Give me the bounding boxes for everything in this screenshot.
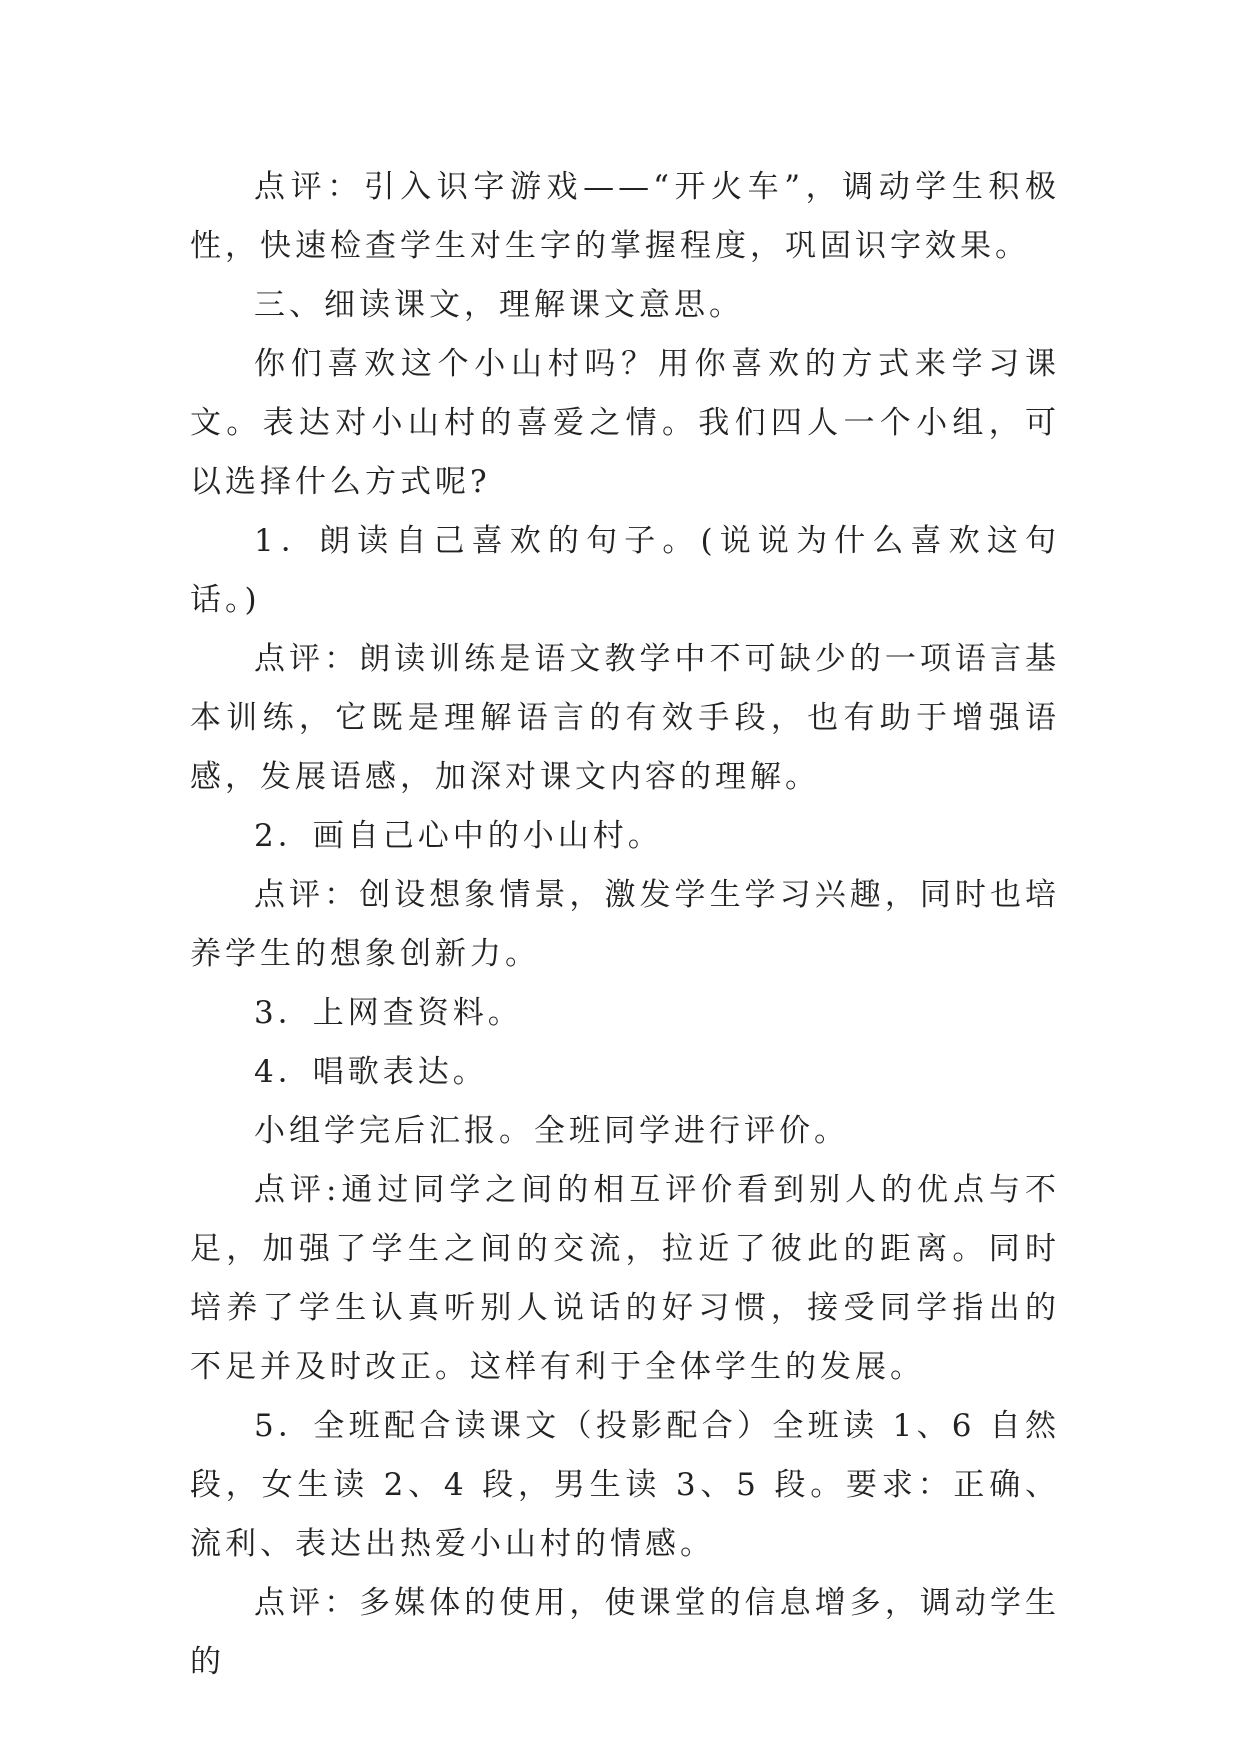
- paragraph-comment-imagination: 点评：创设想象情景，激发学生学习兴趣，同时也培养学生的想象创新力。: [190, 877, 1060, 972]
- list-item-class-reading: 5．全班配合读课文（投影配合）全班读 1、6 自然段，女生读 2、4 段，男生读 3、5 段。要求：正确、流利、表达出热爱小山村的情感。: [190, 1408, 1060, 1562]
- list-item-sing: 4．唱歌表达。: [254, 1054, 488, 1090]
- document-body: [190, 158, 1060, 1692]
- list-item-draw-village: 2．画自己心中的小山村。: [254, 818, 663, 854]
- paragraph-comment-multimedia: 点评：多媒体的使用，使课堂的信息增多，调动学生的: [190, 1585, 1060, 1680]
- section-heading-read-closely: 三、细读课文，理解课文意思。: [254, 287, 744, 323]
- paragraph-comment-reading-training: 点评：朗读训练是语文教学中不可缺少的一项语言基本训练，它既是理解语言的有效手段，也有助于增强语感，发展语感，加深对课文内容的理解。: [190, 641, 1060, 795]
- list-item-search-online: 3．上网查资料。: [254, 995, 523, 1031]
- paragraph-group-report: 小组学完后汇报。全班同学进行评价。: [254, 1113, 849, 1149]
- paragraph-comment-train-game: 点评：引入识字游戏——“开火车”，调动学生积极性，快速检查学生对生字的掌握程度，巩固识字效果。: [190, 169, 1060, 264]
- paragraph-comment-peer-review: 点评:通过同学之间的相互评价看到别人的优点与不足，加强了学生之间的交流，拉近了彼此的距离。同时培养了学生认真听别人说话的好习惯，接受同学指出的不足并及时改正。这样有利于全体学生的发展。: [190, 1172, 1060, 1385]
- paragraph-question-village: 你们喜欢这个小山村吗？用你喜欢的方式来学习课文。表达对小山村的喜爱之情。我们四人一个小组，可以选择什么方式呢?: [190, 346, 1060, 500]
- list-item-read-sentences: 1．朗读自己喜欢的句子。(说说为什么喜欢这句话。): [190, 523, 1060, 618]
